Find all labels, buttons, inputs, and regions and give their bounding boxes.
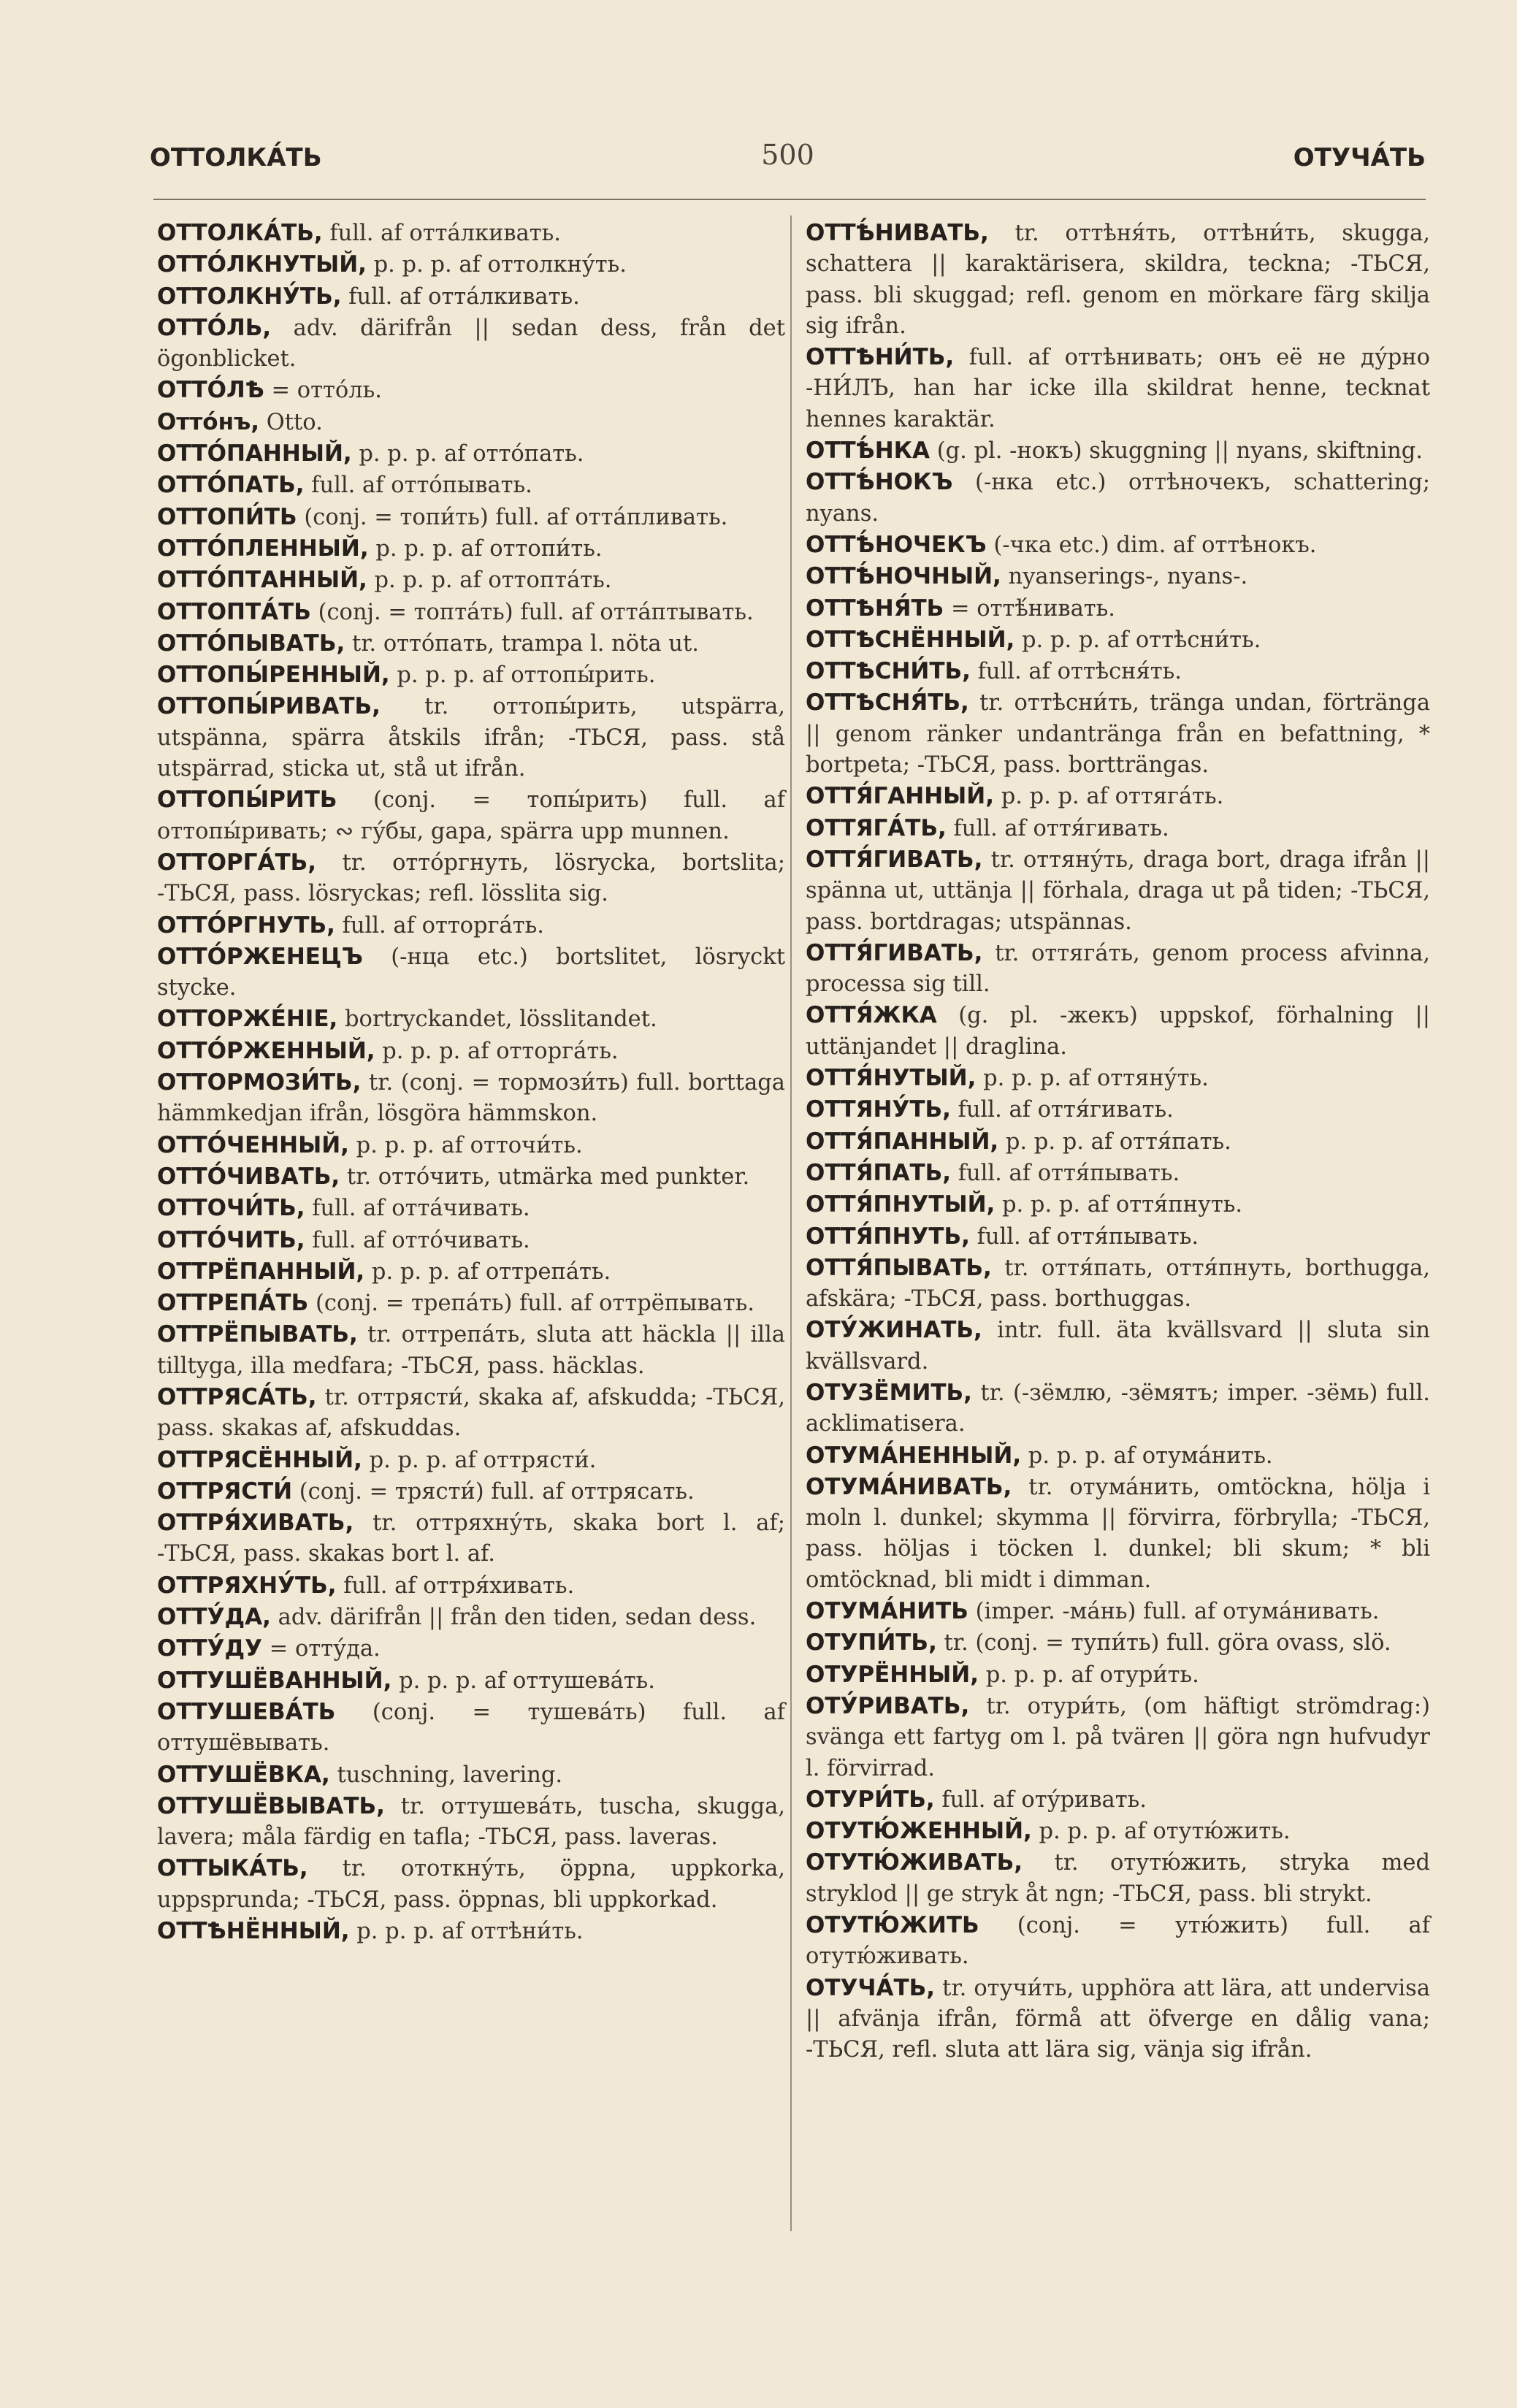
entry-headword: ОТТО́ЛѢ [157, 377, 264, 404]
column-divider [790, 215, 792, 2231]
dictionary-entry [157, 438, 785, 470]
entry-definition: tr. отутю́жить, stryka med stryklod || ge stryk åt ngn; -ТЬСЯ, pass. bli strykt. [806, 1850, 1430, 1907]
dictionary-entry [806, 1659, 1430, 1691]
entry-headword: ОТТОПТА́ТЬ [157, 598, 311, 625]
header-right-guideword: ОТУЧА́ТЬ [1293, 143, 1426, 172]
dictionary-entry [806, 781, 1430, 812]
entry-definition: p. p. p. af отточи́ть. [356, 1132, 583, 1158]
entry-definition: (-нка etc.) оттѣночекъ, schattering; nyans. [806, 470, 1430, 527]
dictionary-entry [806, 624, 1430, 656]
entry-definition: (conj. = трясти́) full. af оттрясать. [299, 1478, 695, 1505]
entry-headword: ОТТЯ́ПНУТЫЙ, [806, 1191, 996, 1218]
entry-headword: ОТТО́ПАТЬ, [157, 472, 305, 499]
dictionary-entry [806, 467, 1430, 530]
dictionary-entry [157, 1791, 785, 1854]
entry-headword: ОТТРЁПАННЫЙ, [157, 1258, 365, 1285]
entry-definition: full. af отто́чивать. [312, 1227, 530, 1253]
entry-definition: full. af отта́лкивать. [329, 221, 561, 246]
entry-definition: p. p. p. af отума́нить. [1028, 1442, 1273, 1469]
dictionary-entry [806, 1189, 1430, 1220]
dictionary-entry [157, 910, 785, 941]
entry-headword: ОТТЯ́ГИВАТЬ, [806, 939, 983, 966]
entry-definition: tr. (conj. = тормози́ть) full. borttaga hämmkedjan ifrån, lösgöra hämmskon. [157, 1070, 785, 1127]
dictionary-entry [806, 1847, 1430, 1910]
entry-definition: tr. отучи́ть, upphöra att lära, att undervisa || afvänja ifrån, förmå att öfverge en dålig vana; -ТЬСЯ, refl. sluta att lära sig, vänja sig ifrån. [806, 1975, 1431, 2063]
entry-definition: tr. отто́ргнуть, lösrycka, bortslita; -ТЬСЯ, pass. lösryckas; refl. lösslita sig. [157, 849, 785, 907]
entry-definition: tr. оттѣсни́ть, tränga undan, förtränga || genom ränker undantränga från en befattning, * bortpeta; -ТЬСЯ, pass. bortträngas. [806, 690, 1430, 779]
entry-headword: ОТТЯ́ПАННЫЙ, [806, 1128, 999, 1155]
entry-definition: p. p. p. af оттѣни́ть. [356, 1919, 584, 1945]
entry-definition: p. p. p. af оттрясти́. [369, 1447, 597, 1473]
entry-definition: full. af оттря́хивать. [343, 1572, 575, 1599]
header-rule [153, 199, 1426, 200]
entry-headword: ОТТѢ́НОКЪ [806, 469, 953, 496]
entry-headword: ОТУ́ЖИНАТЬ, [806, 1317, 982, 1344]
entry-headword: ОТТРЯСТИ́ [157, 1478, 293, 1505]
entry-definition: full. af оття́гивать. [953, 815, 1169, 841]
dictionary-entry [157, 565, 785, 596]
entry-definition: p. p. p. af отутю́жить. [1039, 1819, 1291, 1845]
dictionary-entry [806, 530, 1430, 561]
dictionary-entry [157, 1319, 785, 1382]
entry-headword: ОТТОЧИ́ТЬ, [157, 1195, 305, 1222]
entry-definition: (g. pl. -жекъ) uppskof, förhalning || uttänjandet || draglina. [806, 1003, 1430, 1060]
entry-headword: ОТТѢ́НОЧНЫЙ, [806, 563, 1001, 590]
entry-definition: p. p. p. af оттяга́ть. [1001, 784, 1224, 810]
entry-headword: ОТТОРГА́ТЬ, [157, 849, 317, 876]
entry-definition: full. af оття́пывать. [958, 1160, 1180, 1186]
entry-headword: ОТТѢ́НИВАТЬ, [806, 220, 989, 246]
dictionary-entry [157, 1067, 785, 1130]
entry-definition: tr. оття́пать, оття́пнуть, borthugga, afskära; -ТЬСЯ, pass. borthuggas. [806, 1255, 1430, 1312]
running-header [150, 139, 1426, 187]
dictionary-entry [157, 502, 785, 533]
entry-headword: ОТТУ́ДА, [157, 1604, 271, 1631]
entry-definition: tr. отто́чить, utmärka med punkter. [346, 1163, 750, 1190]
dictionary-entry [157, 533, 785, 565]
dictionary-entry [806, 1440, 1430, 1472]
right-column [806, 218, 1430, 2066]
entry-definition: full. af оттѣнивать; онъ её не ду́рно -НИ́ЛЪ, han har icke illa skildrat henne, tecknat hennes karaktär. [806, 345, 1430, 432]
entry-headword: ОТУМА́НИВАТЬ, [806, 1473, 1012, 1500]
entry-headword: ОТУРИ́ТЬ, [806, 1786, 935, 1813]
dictionary-entry [806, 1221, 1430, 1253]
dictionary-entry [157, 1445, 785, 1476]
entry-headword: ОТТО́ПЫВАТЬ, [157, 630, 345, 657]
dictionary-entry [157, 1633, 785, 1664]
dictionary-entry [157, 313, 785, 375]
left-column [157, 218, 785, 1947]
entry-definition: full. af оту́ривать. [941, 1786, 1147, 1813]
dictionary-entry [157, 470, 785, 501]
entry-definition: p. p. p. af отто́пать. [359, 441, 584, 467]
dictionary-entry [157, 1476, 785, 1507]
entry-headword: ОТТОПЫ́РЕННЫЙ, [157, 662, 390, 689]
dictionary-entry [806, 1315, 1430, 1377]
entry-definition: (-нца etc.) bortslitet, lösryckt stycke. [157, 944, 785, 1001]
entry-headword: ОТУТЮ́ЖИТЬ [806, 1912, 979, 1939]
dictionary-entry [806, 561, 1430, 592]
entry-definition: p. p. p. af оттолкну́ть. [373, 252, 627, 278]
entry-definition: Otto. [266, 409, 323, 435]
entry-headword: ОТУМА́НИТЬ [806, 1598, 968, 1625]
dictionary-entry [157, 1161, 785, 1193]
dictionary-entry [157, 281, 785, 313]
dictionary-entry [157, 1130, 785, 1161]
dictionary-entry [806, 435, 1430, 467]
entry-definition: (conj. = тушева́ть) full. af оттушёвывать. [157, 1699, 785, 1757]
entry-headword: ОТТО́ПАННЫЙ, [157, 440, 352, 467]
entry-definition: tr. оттрепа́ть, sluta att häckla || illa tilltyga, illa medfara; -ТЬСЯ, pass. häcklas. [157, 1322, 785, 1379]
entry-definition: p. p. p. af отторга́ть. [382, 1038, 619, 1064]
entry-definition: p. p. p. af отури́ть. [985, 1662, 1199, 1688]
entry-definition: tr. оттяну́ть, draga bort, draga ifrån || spänna ut, uttänja || förhala, draga ut på tiden; -ТЬСЯ, pass. bortdragas; utspännas. [806, 846, 1431, 935]
entry-headword: ОТТРЯСЁННЫЙ, [157, 1446, 362, 1473]
entry-definition: full. af отта́лкивать. [348, 283, 580, 310]
entry-definition: full. af оття́пывать. [977, 1223, 1199, 1250]
dictionary-entry [806, 1063, 1430, 1094]
entry-headword: ОТТѢСНЯ́ТЬ, [806, 689, 969, 716]
dictionary-entry [157, 1602, 785, 1633]
dictionary-entry [806, 1158, 1430, 1189]
entry-headword: Отто́нъ, [157, 408, 260, 435]
entry-definition: = отту́да. [269, 1636, 381, 1662]
entry-headword: ОТУТЮ́ЖИВАТЬ, [806, 1849, 1023, 1876]
entry-definition: adv. därifrån || sedan dess, från det ögonblicket. [157, 315, 785, 372]
entry-definition: p. p. p. af оття́пнуть. [1002, 1192, 1243, 1218]
entry-headword: ОТТУШЁВАННЫЙ, [157, 1667, 392, 1694]
entry-headword: ОТТѢНЁННЫЙ, [157, 1918, 350, 1945]
entry-headword: ОТТЯГА́ТЬ, [806, 814, 947, 841]
entry-definition: full. af отта́чивать. [312, 1196, 530, 1222]
entry-headword: ОТТЯ́ПЫВАТЬ, [806, 1254, 992, 1281]
dictionary-entry [157, 1916, 785, 1947]
dictionary-entry [806, 342, 1430, 435]
entry-headword: ОТТО́РЖЕННЫЙ, [157, 1037, 375, 1064]
entry-definition: = оттѣ́нивать. [951, 595, 1115, 622]
dictionary-entry [157, 1225, 785, 1256]
entry-definition: tr. (-зёмлю, -зёмятъ; imper. -зёмь) full. acklimatisera. [806, 1380, 1430, 1437]
entry-definition: intr. full. äta kvällsvard || sluta sin kvällsvard. [806, 1318, 1430, 1375]
dictionary-entry [157, 847, 785, 910]
entry-definition: p. p. p. af оттушева́ть. [399, 1667, 655, 1694]
entry-definition: p. p. p. af оттопта́ть. [374, 567, 612, 594]
dictionary-entry [157, 1256, 785, 1288]
dictionary-entry [157, 941, 785, 1004]
dictionary-entry [806, 1253, 1430, 1315]
dictionary-entry [157, 1665, 785, 1697]
dictionary-entry [157, 1382, 785, 1445]
dictionary-entry [806, 1691, 1430, 1784]
entry-definition: tr. оттушева́ть, tuscha, skugga, lavera; måla färdig en tafla; -ТЬСЯ, pass. laveras. [157, 1793, 785, 1851]
dictionary-entry [157, 1036, 785, 1067]
entry-headword: ОТУЧА́ТЬ, [806, 1974, 935, 2001]
entry-headword: ОТТѢНИ́ТЬ, [806, 344, 955, 371]
entry-headword: ОТТЯ́НУТЫЙ, [806, 1065, 977, 1092]
page-number: 500 [761, 139, 814, 171]
entry-headword: ОТТОПЫ́РИТЬ [157, 787, 337, 814]
entry-definition: p. p. p. af оттяну́ть. [983, 1066, 1209, 1092]
entry-headword: ОТТѢ́НОЧЕКЪ [806, 531, 987, 558]
entry-headword: ОТТО́ЛКНУТЫЙ, [157, 251, 367, 278]
entry-headword: ОТТО́ЧИВАТЬ, [157, 1163, 340, 1190]
entry-headword: ОТТО́ПТАННЫЙ, [157, 567, 367, 594]
entry-definition: full. af отто́пывать. [311, 473, 532, 499]
dictionary-entry [806, 687, 1430, 781]
entry-headword: ОТТРЁПЫВАТЬ, [157, 1321, 358, 1348]
entry-headword: ОТТЯ́ГИВАТЬ, [806, 846, 983, 873]
dictionary-entry [157, 375, 785, 406]
entry-definition: tr. оттяга́ть, genom process afvinna, processa sig till. [806, 940, 1430, 998]
dictionary-entry [157, 597, 785, 628]
dictionary-entry [806, 656, 1430, 687]
entry-headword: ОТТО́РГНУТЬ, [157, 911, 335, 939]
entry-headword: ОТТУ́ДУ [157, 1635, 263, 1662]
dictionary-entry [157, 660, 785, 691]
entry-headword: ОТТОЛКА́ТЬ, [157, 220, 323, 246]
dictionary-entry [157, 1507, 785, 1570]
entry-headword: ОТТЯ́ПНУТЬ, [806, 1223, 970, 1250]
entry-headword: ОТУТЮ́ЖЕННЫЙ, [806, 1818, 1032, 1845]
entry-definition: tr. ототкну́ть, öppna, uppkorka, uppsprunda; -ТЬСЯ, pass. öppnas, bli uppkorkad. [157, 1856, 785, 1913]
dictionary-entry [806, 218, 1430, 342]
entry-headword: ОТТЯ́ЖКА [806, 1002, 937, 1029]
dictionary-entry [806, 1377, 1430, 1440]
entry-definition: p. p. p. af оттопи́ть. [375, 535, 603, 562]
dictionary-entry [806, 1094, 1430, 1125]
entry-headword: ОТТѢНЯ́ТЬ [806, 595, 944, 622]
entry-definition: (conj. = топта́ть) full. af отта́птывать. [318, 599, 754, 625]
entry-headword: ОТТОРЖЕ́НІЕ, [157, 1006, 338, 1033]
dictionary-entry [157, 1288, 785, 1319]
entry-headword: ОТТРЕПА́ТЬ [157, 1290, 309, 1317]
entry-headword: ОТТЯ́ГАННЫЙ, [806, 783, 994, 810]
dictionary-entry [157, 1004, 785, 1035]
entry-definition: full. af отторга́ть. [342, 912, 544, 939]
dictionary-entry [806, 1000, 1430, 1063]
entry-headword: ОТТОРМОЗИ́ТЬ, [157, 1069, 362, 1096]
entry-headword: ОТТѢ́НКА [806, 437, 930, 465]
entry-headword: ОТТОПЫ́РИВАТЬ, [157, 693, 381, 720]
entry-definition: (-чка etc.) dim. af оттѣнокъ. [993, 532, 1317, 558]
entry-definition: tr. оттопы́рить, utspärra, utspänna, spärra åtskils ifrån; -ТЬСЯ, pass. stå utspärrad, sticka ut, stå ut ifrån. [157, 694, 785, 782]
dictionary-entry [806, 1816, 1430, 1847]
dictionary-entry [806, 1472, 1430, 1596]
entry-definition: p. p. p. af оттопы́рить. [397, 662, 656, 689]
dictionary-entry [157, 628, 785, 660]
header-left-guideword: ОТТОЛКА́ТЬ [150, 143, 322, 172]
entry-definition: tr. оттрясти́, skaka af, afskudda; -ТЬСЯ, pass. skakas af, afskuddas. [157, 1384, 785, 1442]
entry-headword: ОТТЯ́ПАТЬ, [806, 1159, 952, 1186]
entry-definition: p. p. p. af оттѣсни́ть. [1022, 627, 1261, 653]
dictionary-entry [157, 1570, 785, 1602]
entry-definition: (conj. = трепа́ть) full. af оттрёпывать. [315, 1291, 754, 1317]
entry-definition: tr. оттѣня́ть, оттѣни́ть, skugga, schattera || karaktärisera, skildra, teckna; -ТЬСЯ, pass. bli skuggad; refl. genom en mörkare färg skilja sig ifrån. [806, 221, 1431, 339]
entry-definition: = отто́ль. [271, 378, 382, 404]
entry-headword: ОТТОЛКНУ́ТЬ, [157, 283, 342, 310]
dictionary-entry [806, 1596, 1430, 1627]
dictionary-entry [157, 1193, 785, 1224]
entry-definition: adv. därifrån || från den tiden, sedan dess. [278, 1605, 757, 1631]
entry-headword: ОТТРЯ́ХИВАТЬ, [157, 1510, 354, 1537]
entry-headword: ОТТРЯХНУ́ТЬ, [157, 1572, 337, 1599]
entry-headword: ОТТУШЁВКА, [157, 1761, 330, 1788]
entry-headword: ОТТУШЁВЫВАТЬ, [157, 1792, 385, 1819]
entry-headword: ОТТО́ЧЕННЫЙ, [157, 1131, 349, 1158]
entry-headword: ОТУПИ́ТЬ, [806, 1629, 937, 1656]
entry-headword: ОТТО́РЖЕНЕЦЪ [157, 943, 363, 970]
entry-headword: ОТТѢСНИ́ТЬ, [806, 658, 971, 685]
dictionary-entry [806, 1910, 1430, 1973]
entry-definition: (conj. = топи́ть) full. af отта́пливать. [304, 504, 728, 530]
dictionary-entry [806, 1627, 1430, 1659]
dictionary-entry [157, 1759, 785, 1791]
dictionary-entry [157, 1697, 785, 1759]
dictionary-entry [806, 813, 1430, 844]
entry-definition: tr. отури́ть, (om häftigt strömdrag:) svänga ett fartyg om l. på tvären || göra ngn hufvudyr l. förvirrad. [806, 1693, 1430, 1781]
entry-headword: ОТТОПИ́ТЬ [157, 503, 297, 530]
entry-definition: (conj. = утю́жить) full. af отутю́живать. [806, 1913, 1430, 1970]
dictionary-entry [157, 691, 785, 784]
dictionary-entry [806, 938, 1430, 1001]
entry-definition: tr. отума́нить, omtöckna, hölja i moln l. dunkel; skymma || förvirra, förbrylla; -ТЬСЯ, pass. höljas i töcken l. dunkel; bli skum; * bli omtöcknad, bli midt i dimman. [806, 1474, 1430, 1593]
dictionary-entry [157, 784, 785, 847]
dictionary-entry [806, 1973, 1430, 2066]
entry-headword: ОТУРЁННЫЙ, [806, 1661, 979, 1688]
entry-headword: ОТТЫКА́ТЬ, [157, 1855, 308, 1882]
entry-definition: full. af оття́гивать. [958, 1097, 1174, 1123]
entry-headword: ОТУМА́НЕННЫЙ, [806, 1442, 1022, 1469]
entry-headword: ОТТѢСНЁННЫЙ, [806, 626, 1015, 653]
dictionary-entry [806, 593, 1430, 624]
dictionary-entry [157, 1853, 785, 1916]
entry-definition: bortryckandet, lösslitandet. [344, 1006, 657, 1033]
entry-definition: nyanserings-, nyans-. [1008, 564, 1248, 590]
dictionary-entry [806, 844, 1430, 938]
entry-definition: p. p. p. af оттрепа́ть. [371, 1258, 611, 1285]
entry-definition: (conj. = топы́рить) full. af оттопы́ривать; ∾ гу́бы, gapa, spärra upp munnen. [157, 787, 785, 844]
dictionary-entry [806, 1126, 1430, 1158]
entry-headword: ОТТЯНУ́ТЬ, [806, 1096, 951, 1123]
dictionary-entry [806, 1784, 1430, 1816]
entry-headword: ОТТРЯСА́ТЬ, [157, 1383, 317, 1410]
entry-definition: tr. (conj. = тупи́ть) full. göra ovass, slö. [944, 1630, 1391, 1656]
entry-definition: p. p. p. af оття́пать. [1005, 1128, 1231, 1155]
entry-headword: ОТУЗЁМИТЬ, [806, 1379, 972, 1406]
entry-definition: tuschning, lavering. [337, 1762, 563, 1788]
entry-definition: (g. pl. -нокъ) skuggning || nyans, skiftning. [936, 438, 1423, 465]
entry-headword: ОТТУШЕВА́ТЬ [157, 1698, 336, 1725]
dictionary-entry [157, 407, 785, 438]
entry-headword: ОТТО́ПЛЕННЫЙ, [157, 535, 369, 562]
entry-definition: full. af оттѣсня́ть. [977, 659, 1182, 685]
entry-headword: ОТУ́РИВАТЬ, [806, 1692, 970, 1719]
entry-headword: ОТТО́ЧИТЬ, [157, 1226, 305, 1253]
entry-definition: tr. отто́пать, trampa l. nöta ut. [351, 630, 699, 657]
dictionary-entry [157, 218, 785, 249]
entry-definition: (imper. -ма́нь) full. af отума́нивать. [975, 1599, 1380, 1625]
entry-headword: ОТТО́ЛЬ, [157, 314, 272, 341]
entry-definition: tr. оттряхну́ть, skaka bort l. af; -ТЬСЯ, pass. skakas bort l. af. [157, 1510, 785, 1567]
dictionary-entry [157, 249, 785, 280]
